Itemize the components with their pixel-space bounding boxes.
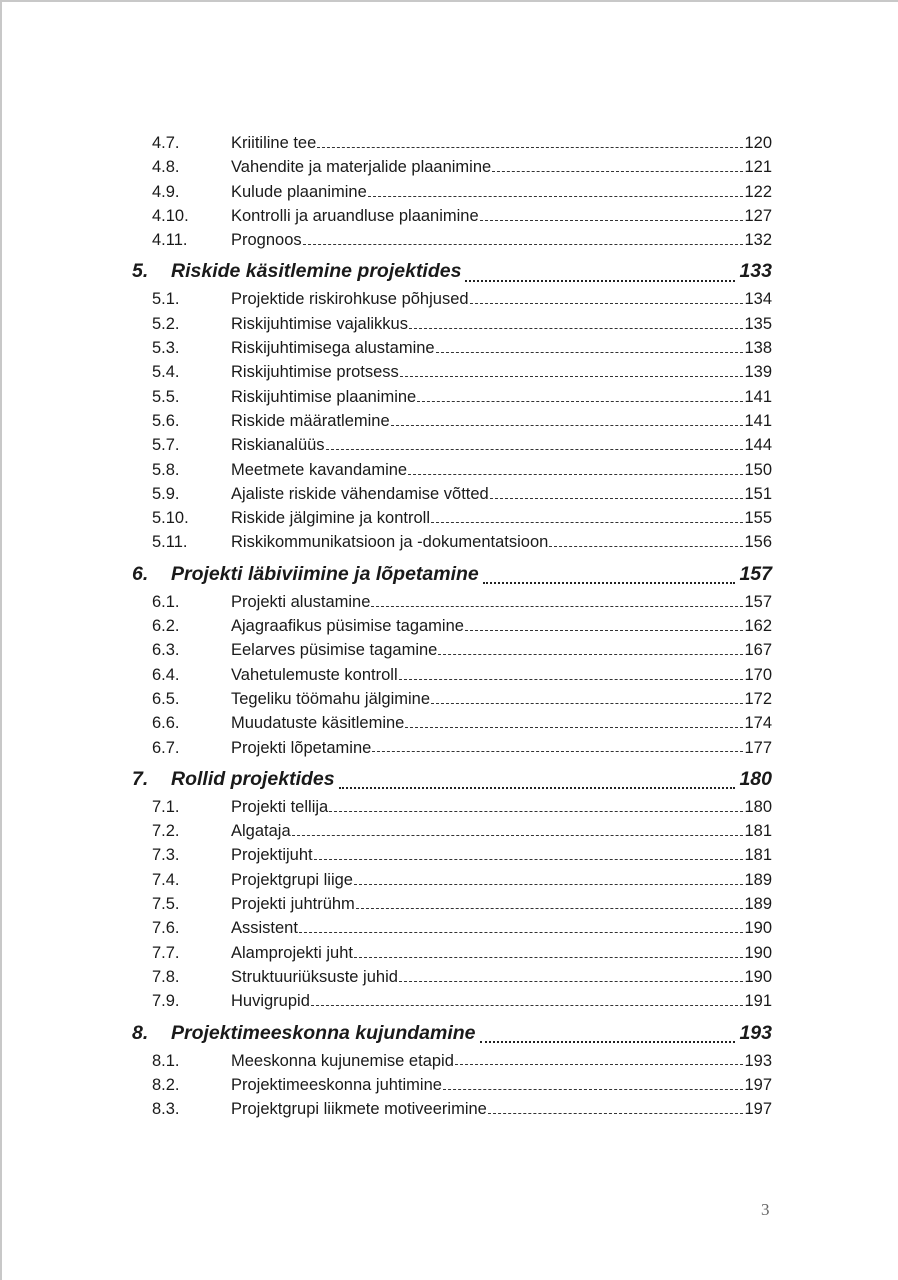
section-title: Muudatuste käsitlemine	[231, 714, 405, 733]
toc-entry[interactable]	[132, 461, 772, 485]
section-number: 4.11.	[152, 231, 188, 250]
page-reference: 190	[744, 919, 772, 938]
dot-leader	[549, 537, 743, 554]
section-number: 6.7.	[152, 738, 180, 757]
toc-chapter-heading[interactable]	[132, 768, 772, 798]
section-number: 7.8.	[152, 967, 180, 986]
section-number: 7.7.	[152, 943, 180, 962]
dot-leader	[483, 568, 736, 588]
toc-entry[interactable]	[132, 846, 772, 870]
section-number: 5.1.	[152, 290, 180, 309]
chapter-number: 7.	[132, 767, 149, 790]
page-reference: 122	[744, 182, 772, 201]
section-title: Tegeliku töömahu jälgimine	[231, 689, 431, 708]
toc-entry[interactable]	[132, 183, 772, 207]
page-reference: 197	[744, 1100, 772, 1119]
dot-leader	[314, 850, 744, 867]
page-reference: 189	[744, 870, 772, 889]
toc-entry[interactable]	[132, 134, 772, 158]
chapter-number: 8.	[132, 1021, 149, 1044]
page-reference: 180	[739, 767, 772, 790]
dot-leader	[409, 319, 744, 336]
section-number: 5.7.	[152, 436, 180, 455]
toc-entry[interactable]	[132, 1052, 772, 1076]
section-number: 7.4.	[152, 870, 180, 889]
section-title: Struktuuriüksuste juhid	[231, 967, 398, 986]
page-reference: 139	[744, 363, 772, 382]
toc-entry[interactable]	[132, 641, 772, 665]
section-title: Riskide määratlemine	[231, 411, 390, 430]
section-title: Algataja	[231, 822, 291, 841]
page-reference: 189	[744, 895, 772, 914]
chapter-title: Riskide käsitlemine projektides	[171, 260, 462, 283]
dot-leader	[356, 899, 744, 916]
toc-entry[interactable]	[132, 509, 772, 533]
page-reference: 197	[744, 1075, 772, 1094]
section-number: 5.5.	[152, 387, 180, 406]
section-title: Huvigrupid	[231, 992, 310, 1011]
section-number: 4.10.	[152, 206, 189, 225]
section-number: 6.6.	[152, 714, 180, 733]
toc-entry[interactable]	[132, 436, 772, 460]
section-title: Kontrolli ja aruandluse plaanimine	[231, 206, 479, 225]
section-number: 6.1.	[152, 592, 180, 611]
toc-entry[interactable]	[132, 871, 772, 895]
section-title: Meeskonna kujunemise etapid	[231, 1051, 454, 1070]
page-reference: 134	[744, 290, 772, 309]
page-reference: 138	[744, 339, 772, 358]
toc-entry[interactable]	[132, 1076, 772, 1100]
page-reference: 141	[744, 387, 772, 406]
section-number: 5.9.	[152, 484, 180, 503]
dot-leader	[339, 773, 736, 793]
section-title: Assistent	[231, 919, 298, 938]
dot-leader	[329, 802, 743, 819]
section-number: 6.3.	[152, 641, 180, 660]
page-reference: 151	[744, 484, 772, 503]
section-title: Projekti alustamine	[231, 592, 371, 611]
section-title: Vahendite ja materjalide plaanimine	[231, 158, 492, 177]
page-reference: 181	[744, 846, 772, 865]
toc-entry[interactable]	[132, 412, 772, 436]
page-reference: 133	[739, 260, 772, 283]
section-number: 7.1.	[152, 797, 180, 816]
dot-leader	[372, 742, 743, 759]
dot-leader	[408, 464, 743, 481]
section-number: 8.1.	[152, 1051, 180, 1070]
toc-entry[interactable]	[132, 895, 772, 919]
section-title: Kulude plaanimine	[231, 182, 367, 201]
dot-leader	[299, 923, 744, 940]
section-title: Kriitiline tee	[231, 134, 317, 152]
dot-leader	[371, 597, 743, 614]
dot-leader	[490, 489, 744, 506]
dot-leader	[492, 162, 743, 179]
dot-leader	[292, 826, 744, 843]
section-title: Riskijuhtimisega alustamine	[231, 339, 435, 358]
section-number: 7.9.	[152, 992, 180, 1011]
page-reference: 172	[744, 689, 772, 708]
section-title: Vahetulemuste kontroll	[231, 665, 398, 684]
toc-entry[interactable]	[132, 992, 772, 1016]
section-title: Projekti juhtrühm	[231, 895, 355, 914]
section-number: 8.2.	[152, 1075, 180, 1094]
section-title: Ajagraafikus püsimise tagamine	[231, 617, 464, 636]
toc-entry[interactable]	[132, 533, 772, 557]
section-title: Projektimeeskonna juhtimine	[231, 1075, 442, 1094]
toc-chapter-heading[interactable]	[132, 260, 772, 290]
chapter-number: 5.	[132, 260, 149, 283]
section-number: 5.2.	[152, 314, 180, 333]
toc-entry[interactable]	[132, 339, 772, 363]
dot-leader	[470, 294, 744, 311]
section-title: Projekti lõpetamine	[231, 738, 372, 757]
page-reference: 157	[744, 592, 772, 611]
dot-leader	[303, 235, 744, 252]
dot-leader	[436, 343, 744, 360]
dot-leader	[354, 875, 743, 892]
page-reference: 144	[744, 436, 772, 455]
section-title: Ajaliste riskide vähendamise võtted	[231, 484, 489, 503]
dot-leader	[399, 670, 744, 687]
section-number: 7.6.	[152, 919, 180, 938]
section-number: 7.5.	[152, 895, 180, 914]
dot-leader	[399, 972, 744, 989]
chapter-number: 6.	[132, 562, 149, 585]
page-reference: 190	[744, 943, 772, 962]
toc-entry[interactable]	[132, 968, 772, 992]
section-title: Prognoos	[231, 231, 302, 250]
section-number: 5.3.	[152, 339, 180, 358]
page-reference: 170	[744, 665, 772, 684]
toc-entry[interactable]	[132, 944, 772, 968]
toc-entry[interactable]	[132, 158, 772, 182]
toc-entry[interactable]	[132, 315, 772, 339]
section-number: 5.11.	[152, 533, 188, 552]
page-reference: 190	[744, 967, 772, 986]
toc-entry[interactable]	[132, 1100, 772, 1124]
page-reference: 121	[744, 158, 772, 177]
section-number: 5.6.	[152, 411, 180, 430]
toc-entry[interactable]	[132, 690, 772, 714]
toc-entry[interactable]	[132, 593, 772, 617]
section-title: Projektide riskirohkuse põhjused	[231, 290, 469, 309]
page-reference: 155	[744, 509, 772, 528]
dot-leader	[400, 367, 744, 384]
dot-leader	[405, 718, 743, 735]
toc-entry[interactable]	[132, 388, 772, 412]
dot-leader	[465, 621, 744, 638]
page-reference: 193	[744, 1051, 772, 1070]
page-reference: 180	[744, 797, 772, 816]
dot-leader	[354, 948, 743, 965]
section-number: 4.8.	[152, 158, 180, 177]
chapter-title: Rollid projektides	[171, 767, 335, 790]
page-reference: 177	[744, 738, 772, 757]
section-title: Projektgrupi liikmete motiveerimine	[231, 1100, 487, 1119]
page-reference: 135	[744, 314, 772, 333]
section-number: 8.3.	[152, 1100, 180, 1119]
page-reference: 181	[744, 822, 772, 841]
toc-entry[interactable]	[132, 617, 772, 641]
page-reference: 157	[739, 562, 772, 585]
dot-leader	[391, 416, 744, 433]
page-number: 3	[761, 1200, 770, 1219]
section-number: 7.3.	[152, 846, 180, 865]
dot-leader	[431, 694, 743, 711]
toc-entry[interactable]	[132, 822, 772, 846]
section-number: 6.4.	[152, 665, 180, 684]
toc-entry[interactable]	[132, 363, 772, 387]
dot-leader	[480, 211, 744, 228]
section-number: 5.8.	[152, 460, 180, 479]
dot-leader	[438, 645, 743, 662]
dot-leader	[488, 1104, 744, 1121]
section-number: 6.5.	[152, 689, 180, 708]
section-title: Meetmete kavandamine	[231, 460, 408, 479]
chapter-title: Projekti läbiviimine ja lõpetamine	[171, 562, 479, 585]
section-title: Alamprojekti juht	[231, 943, 353, 962]
section-title: Riskianalüüs	[231, 436, 325, 455]
dot-leader	[443, 1080, 744, 1097]
dot-leader	[417, 392, 743, 409]
page-reference: 127	[744, 206, 772, 225]
page-reference: 193	[739, 1021, 772, 1044]
toc-chapter-heading[interactable]	[132, 563, 772, 593]
dot-leader	[480, 1027, 736, 1047]
section-title: Riskijuhtimise vajalikkus	[231, 314, 408, 333]
dot-leader	[465, 266, 735, 286]
toc-entry[interactable]	[132, 739, 772, 763]
dot-leader	[368, 186, 744, 203]
toc-entry[interactable]	[132, 207, 772, 231]
dot-leader	[326, 440, 744, 457]
section-number: 5.4.	[152, 363, 180, 382]
page-reference: 162	[744, 617, 772, 636]
dot-leader	[455, 1055, 744, 1072]
toc-chapter-heading[interactable]	[132, 1022, 772, 1052]
toc-entry[interactable]	[132, 290, 772, 314]
section-title: Eelarves püsimise tagamine	[231, 641, 438, 660]
dot-leader	[431, 513, 743, 530]
page-reference: 120	[744, 134, 772, 152]
page-reference: 191	[744, 992, 772, 1011]
table-of-contents	[132, 134, 772, 1124]
section-title: Riskijuhtimise plaanimine	[231, 387, 417, 406]
section-title: Riskikommunikatsioon ja -dokumentatsioon	[231, 533, 549, 552]
page-reference: 167	[744, 641, 772, 660]
dot-leader	[311, 996, 744, 1013]
section-title: Projektgrupi liige	[231, 870, 353, 889]
chapter-title: Projektimeeskonna kujundamine	[171, 1021, 476, 1044]
section-title: Projektijuht	[231, 846, 313, 865]
toc-entry[interactable]	[132, 714, 772, 738]
toc-entry[interactable]	[132, 666, 772, 690]
section-title: Riskijuhtimise protsess	[231, 363, 399, 382]
section-title: Projekti tellija	[231, 797, 329, 816]
page-reference: 156	[744, 533, 772, 552]
dot-leader	[317, 138, 743, 155]
toc-entry[interactable]	[132, 919, 772, 943]
toc-entry[interactable]	[132, 485, 772, 509]
page-reference: 150	[744, 460, 772, 479]
section-number: 5.10.	[152, 509, 189, 528]
section-number: 7.2.	[152, 822, 180, 841]
section-title: Riskide jälgimine ja kontroll	[231, 509, 430, 528]
page-reference: 174	[744, 714, 772, 733]
section-number: 4.9.	[152, 182, 180, 201]
section-number: 4.7.	[152, 134, 180, 152]
page-reference: 132	[744, 231, 772, 250]
section-number: 6.2.	[152, 617, 180, 636]
page-reference: 141	[744, 411, 772, 430]
toc-entry[interactable]	[132, 798, 772, 822]
toc-entry[interactable]	[132, 231, 772, 255]
